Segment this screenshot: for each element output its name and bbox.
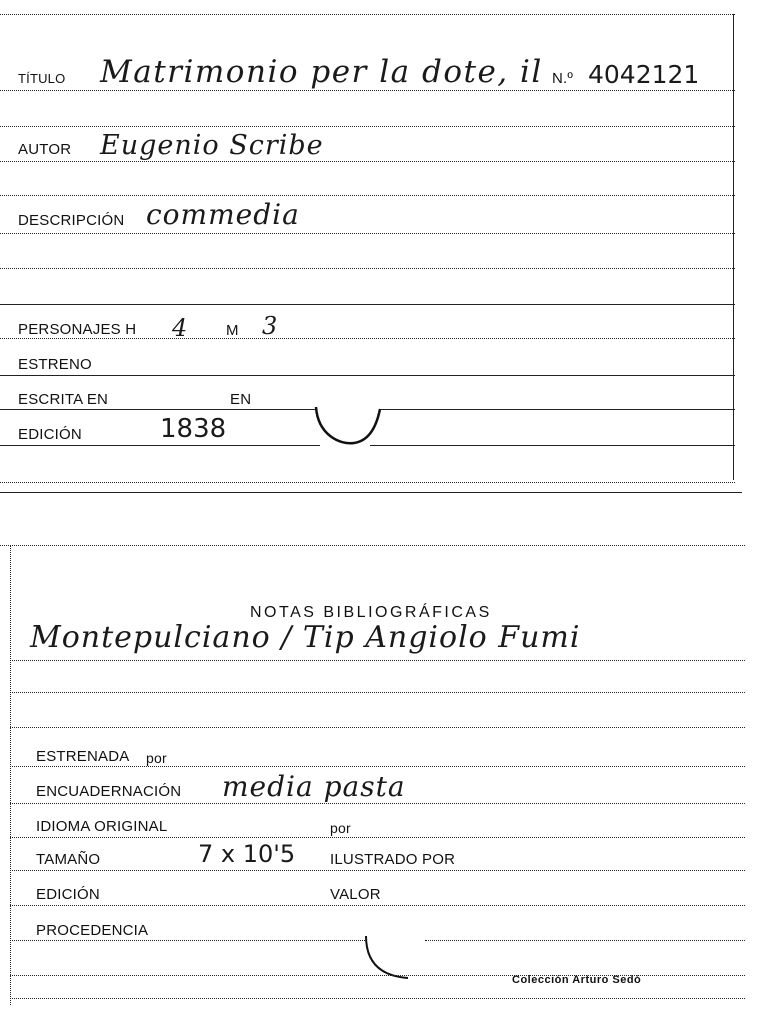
personajes-m-value: 3 — [262, 312, 279, 340]
tamano-line — [10, 870, 745, 871]
idioma-por: por — [330, 820, 351, 836]
escrita-en-label: ESCRITA EN — [18, 391, 109, 408]
personajes-m-label: M — [226, 322, 239, 339]
tamano-label: TAMAÑO — [36, 851, 101, 868]
edicion-value: 1838 — [160, 414, 227, 444]
personajes-h-value: 4 — [172, 314, 189, 342]
back-catalog-card — [0, 520, 759, 1028]
procedencia-label: PROCEDENCIA — [36, 922, 149, 939]
numero-label: N.º — [552, 70, 574, 87]
titulo-label: TÍTULO — [18, 71, 66, 86]
edicion-back-label: EDICIÓN — [36, 886, 100, 903]
personajes-label: PERSONAJES H — [18, 321, 137, 338]
left-border — [10, 545, 11, 1005]
edicion-back-line — [10, 905, 745, 906]
idioma-label: IDIOMA ORIGINAL — [36, 818, 168, 835]
estrenada-line — [10, 766, 745, 767]
encuadernacion-label: ENCUADERNACIÓN — [36, 783, 182, 800]
numero-value: 4042121 — [588, 60, 700, 89]
card-bottom-edge — [10, 998, 745, 999]
titulo-value: Matrimonio per la dote, il — [100, 54, 543, 90]
idioma-line — [10, 837, 745, 838]
notas-value: Montepulciano / Tip Angiolo Fumi — [30, 620, 581, 655]
notas-heading: NOTAS BIBLIOGRÁFICAS — [250, 604, 492, 621]
descripcion-line — [0, 233, 735, 234]
personajes-line — [0, 338, 735, 339]
autor-line — [0, 161, 735, 162]
notas-line — [10, 660, 745, 661]
ilustrado-label: ILUSTRADO POR — [330, 851, 456, 868]
estrenada-label: ESTRENADA — [36, 748, 130, 765]
estreno-label: ESTRENO — [18, 356, 92, 373]
card-bottom-edge — [0, 492, 742, 493]
rule-line — [0, 482, 735, 483]
rule-line — [0, 304, 735, 305]
autor-value: Eugenio Scribe — [100, 130, 324, 161]
procedencia-line-left — [10, 940, 365, 941]
edicion-line-left — [0, 445, 320, 446]
en-label: EN — [230, 391, 252, 408]
rule-line — [10, 692, 745, 693]
encuadernacion-value: media pasta — [222, 770, 406, 803]
front-catalog-card — [0, 0, 759, 495]
rule-line — [0, 126, 735, 127]
right-border — [733, 14, 734, 480]
punch-notch — [310, 405, 386, 449]
estreno-line — [0, 375, 735, 376]
procedencia-line-right — [425, 940, 745, 941]
collection-credit: Colección Arturo Sedó — [512, 974, 642, 986]
edicion-line-right — [370, 445, 735, 446]
escrita-line-left — [0, 409, 316, 410]
descripcion-value: commedia — [146, 198, 300, 231]
rule-line — [0, 268, 735, 269]
tamano-value: 7 x 10'5 — [198, 840, 296, 868]
edicion-label: EDICIÓN — [18, 426, 82, 443]
rule-line — [10, 727, 745, 728]
encuadernacion-line — [10, 803, 745, 804]
descripcion-label: DESCRIPCIÓN — [18, 212, 125, 229]
titulo-line — [0, 90, 735, 91]
valor-label: VALOR — [330, 886, 381, 903]
top-edge — [0, 14, 735, 15]
top-edge — [0, 545, 745, 546]
autor-label: AUTOR — [18, 141, 72, 158]
escrita-line-right — [380, 409, 735, 410]
rule-line — [0, 195, 735, 196]
estrenada-por: por — [146, 750, 167, 766]
